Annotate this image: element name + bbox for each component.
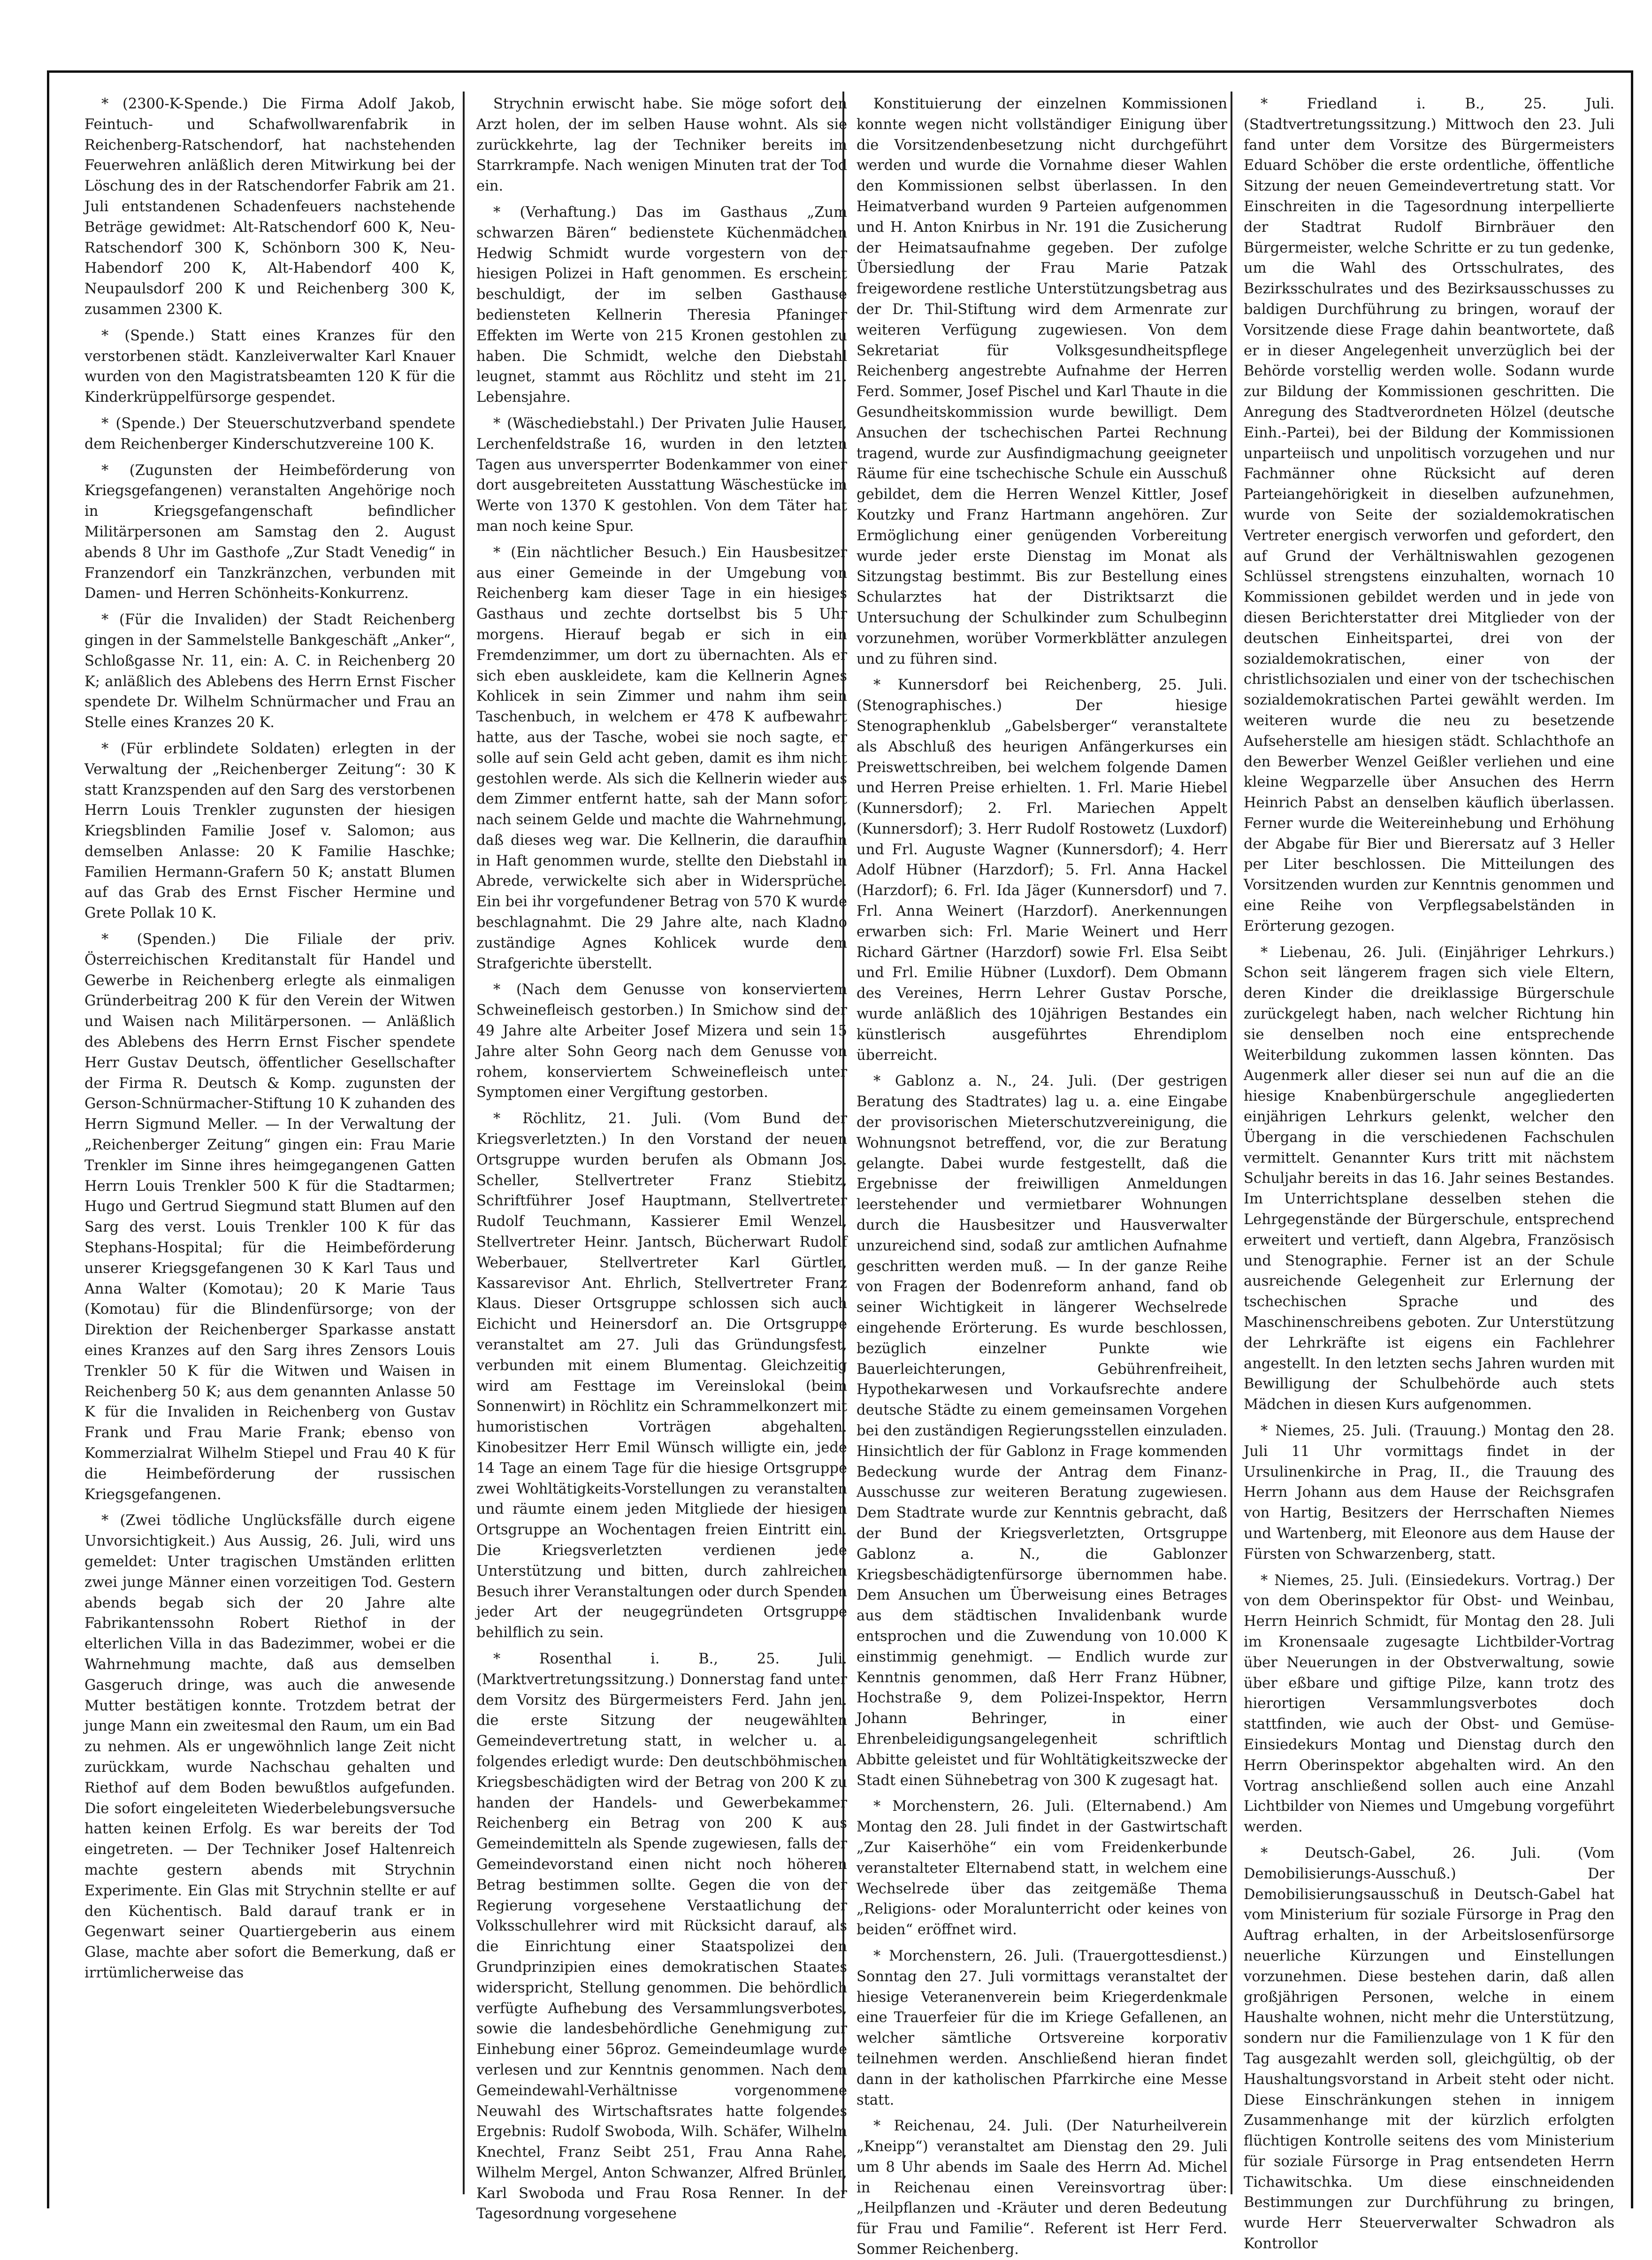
- news-item: * (Spende.) Statt eines Kranzes für den verstorbenen städt. Kanzleiverwalter Karl Knauer wurden von den Magistratsbeamten 120 K für die Kinderkrüppelfürsorge gespendet.: [84, 327, 455, 406]
- news-item: * (Verhaftung.) Das im Gasthaus „Zum schwarzen Bären“ bedienstete Küchenmädchen Hedwig Schmidt wurde vorgestern von der hiesigen Polizei in Haft genommen. Es erscheint beschuldigt, der im selben Gasthause bediensteten Kellnerin Theresia Pfaninger Effekten im Werte von 215 Kronen gestohlen zu haben. Die Schmidt, welche den Diebstahl leugnet, stammt aus Röchlitz und steht im 21. Lebensjahre.: [476, 204, 847, 406]
- news-item: * (Spenden.) Die Filiale der priv. Österreichischen Kreditanstalt für Handel und Gewerbe in Reichenberg erlegte als einmaligen Gründerbeitrag 200 K für den Verein der Witwen und Waisen nach Militärpersonen. — Anläßlich des Ablebens des Herrn Ernst Fischer spendete Herr Gustav Deutsch, öffentlicher Gesellschafter der Firma R. Deutsch & Komp. zugunsten der Gerson-Schnürmacher-Stiftung 10 K zuhanden des Herrn Sigmund Meller. — In der Verwaltung der „Reichenberger Zeitung“ gingen ein: Frau Marie Trenkler im Sinne ihres heimgegangenen Gatten Herrn Louis Trenkler 500 K für die Stadtarmen; Hugo und Gertrud Siegmund statt Blumen auf den Sarg des verst. Louis Trenkler 100 K für das Stephans-Hospital; für die Heimbeförderung unserer Kriegsgefangenen 30 K Karl Taus und Anna Walter (Komotau); 20 K Marie Taus (Komotau) für die Blindenfürsorge; von der Direktion der Reichenberger Sparkasse anstatt eines Kranzes auf den Sarg ihres Zensors Louis Trenkler 50 K für die Witwen und Waisen in Reichenberg 50 K; aus dem genannten Anlasse 50 K für die Invaliden in Reichenberg von Gustav Frank und Frau Marie Frank; ebenso von Kommerzialrat Wilhelm Stiepel und Frau 40 K für die Heimbeförderung der russischen Kriegsgefangenen.: [84, 931, 455, 1503]
- news-item: Konstituierung der einzelnen Kommissionen konnte wegen nicht vollständiger Einigung über die Vorsitzendenbesetzung nicht durchgeführt werden und wurde die Vornahme dieser Wahlen den Kommissionen selbst überlassen. In den Heimatverband wurden 9 Parteien aufgenommen und H. Anton Knirbus in Nr. 191 die Zusicherung der Heimatsaufnahme gegeben. Der zufolge Übersiedlung der Frau Marie Patzak freigewordene restliche Unterstützungsbetrag aus der Dr. Thil-Stiftung wird dem Armenrate zur weiteren Verfügung zugewiesen. Von dem Sekretariat für Volksgesundheitspflege Reichenberg angestrebte Aufnahme der Herren Ferd. Sommer, Josef Pischel und Karl Thaute in die Gesundheitskommission wurde bewilligt. Dem Ansuchen der tschechischen Partei Rechnung tragend, wurde zur Ausfindigmachung geeigneter Räume für eine tschechische Schule ein Ausschuß gebildet, dem die Herren Wenzel Kittler, Josef Koutzky und Franz Hartmann angehören. Zur Ermöglichung einer genügenden Vorbereitung wurde jeder erste Dienstag im Monat als Sitzungstag bestimmt. Bis zur Bestellung eines Schularztes hat der Distriktsarzt die Untersuchung der Schulkinder zum Schulbeginn vorzunehmen, worüber Vormerkblätter anzulegen und zu führen sind.: [857, 96, 1227, 667]
- news-item: * Morchenstern, 26. Juli. (Elternabend.) Am Montag den 28. Juli findet in der Gastwirtschaft „Zur Kaiserhöhe“ ein vom Freidenkerbunde veranstalteter Elternabend statt, in welchem eine Wechselrede über das zeitgemäße Thema „Religions- oder Moralunterricht oder keines von beiden“ eröffnet wird.: [857, 1798, 1227, 1938]
- news-item: * Reichenau, 24. Juli. (Der Naturheilverein „Kneipp“) veranstaltet am Dienstag den 29. Juli um 8 Uhr abends im Saale des Herrn Ad. Michel in Reichenau einen Vereinsvortrag über: „Heilpflanzen und -Kräuter und deren Bedeutung für Frau und Familie“. Referent ist Herr Ferd. Sommer Reichenberg.: [857, 2118, 1227, 2258]
- news-item: * (2300-K-Spende.) Die Firma Adolf Jakob, Feintuch- und Schafwollwarenfabrik in Reichenberg-Ratschendorf, hat nachstehenden Feuerwehren anläßlich deren Mitwirkung bei der Löschung des in der Ratschendorfer Fabrik am 21. Juli entstandenen Schadenfeuers nachstehende Beträge gewidmet: Alt-Ratschendorf 600 K, Neu-Ratschendorf 300 K, Schönborn 300 K, Neu-Habendorf 200 K, Alt-Habendorf 400 K, Neupaulsdorf 200 K und Reichenberg 300 K, zusammen 2300 K.: [84, 96, 455, 318]
- column-rule: [1231, 92, 1232, 2194]
- news-item: * (Zwei tödliche Unglücksfälle durch eigene Unvorsichtigkeit.) Aus Aussig, 26. Juli, wird uns gemeldet: Unter tragischen Umständen erlitten zwei junge Männer einen vorzeitigen Tod. Gestern abends begab sich der 20 Jahre alte Fabrikantenssohn Robert Riethof in der elterlichen Villa in das Badezimmer, wobei er die Wahrnehmung machte, daß aus demselben Gasgeruch dringe, was auch die anwesende Mutter bestätigen konnte. Trotzdem betrat der junge Mann ein zweitesmal den Raum, um ein Bad zu nehmen. Als er ungewöhnlich lange Zeit nicht zurückkam, wurde Nachschau gehalten und Riethof auf dem Boden bewußtlos aufgefunden. Die sofort eingeleiteten Wiederbelebungsversuche hatten keinen Erfolg. Es war bereits der Tod eingetreten. — Der Techniker Josef Haltenreich machte gestern abends mit Strychnin Experimente. Ein Glas mit Strychnin stellte er auf den Küchentisch. Bald darauf trank er in Gegenwart seiner Quartiergeberin aus einem Glase, machte aber sofort die Bemerkung, daß er irrtümlicherweise das: [84, 1512, 455, 1981]
- news-item: * Niemes, 25. Juli. (Trauung.) Montag den 28. Juli 11 Uhr vormittags findet in der Ursulinenkirche in Prag, II., die Trauung des Herrn Johann aus dem Hause der Reichsgrafen von Hartig, Besitzers der Herrschaften Niemes und Wartenberg, mit Eleonore aus dem Hause der Fürsten von Schwarzenberg, statt.: [1244, 1423, 1614, 1563]
- news-item: * (Wäschediebstahl.) Der Privaten Julie Hauser, Lerchenfeldstraße 16, wurden in den letzten Tagen aus unversperrter Bodenkammer von einer dort ausgebreiteten Ausstattung Wäschestücke im Werte von 1370 K gestohlen. Von dem Täter hat man noch keine Spur.: [476, 415, 847, 535]
- news-item: * Deutsch-Gabel, 26. Juli. (Vom Demobilisierungs-Ausschuß.) Der Demobilisierungsausschuß in Deutsch-Gabel hat vom Ministerium für soziale Fürsorge in Prag den Auftrag erhalten, in der Arbeitslosenfürsorge neuerliche Kürzungen und Einstellungen vorzunehmen. Diese bestehen darin, daß allen großjährigen Personen, welche in einem Haushalte wohnen, nicht mehr die Unterstützung, sondern nur die Familienzulage von 1 K für den Tag ausgezahlt werden soll, gleichgültig, ob der Haushaltungsvorstand in Arbeit steht oder nicht. Diese Einschränkungen stehen in innigem Zusammenhange mit der kürzlich erfolgten flüchtigen Kontrolle seitens des vom Ministerium für soziale Fürsorge in Prag entsendeten Herrn Tichawitschka. Um diese einschneidenden Bestimmungen zur Durchführung zu bringen, wurde Herr Steuerverwalter Schwadron als Kontrollor: [1244, 1845, 1614, 2252]
- news-item: * (Ein nächtlicher Besuch.) Ein Hausbesitzer aus einer Gemeinde in der Umgebung von Reichenberg kam dieser Tage in ein hiesiges Gasthaus und zechte dortselbst bis 5 Uhr morgens. Hierauf begab er sich in ein Fremdenzimmer, um dort zu übernachten. Als er sich eben auskleidete, kam die Kellnerin Agnes Kohlicek in sein Zimmer und nahm ihm sein Taschenbuch, in welchem er 478 K aufbewahrt hatte, aus der Tasche, wobei sie noch sagte, er solle auf sein Geld acht geben, damit es ihm nicht gestohlen werde. Als sich die Kellnerin wieder aus dem Zimmer entfernt hatte, sah der Mann sofort nach seinem Gelde und machte die Wahrnehmung, daß dieses weg war. Die Kellnerin, die daraufhin in Haft genommen wurde, stellte den Diebstahl in Abrede, verwickelte sich aber in Widersprüche. Ein bei ihr vorgefundener Betrag von 570 K wurde beschlagnahmt. Die 29 Jahre alte, nach Kladno zuständige Agnes Kohlicek wurde dem Strafgerichte überstellt.: [476, 544, 847, 972]
- news-item: * (Zugunsten der Heimbeförderung von Kriegsgefangenen) veranstalten Angehörige noch in Kriegsgefangenschaft befindlicher Militärpersonen am Samstag den 2. August abends 8 Uhr im Gasthofe „Zur Stadt Venedig“ in Franzendorf ein Tanzkränzchen, verbunden mit Damen- und Herren Schönheits-Konkurrenz.: [84, 462, 455, 602]
- column-rule: [463, 92, 465, 2194]
- news-item: * Kunnersdorf bei Reichenberg, 25. Juli. (Stenographisches.) Der hiesige Stenographenklub „Gabelsberger“ veranstaltete als Abschluß des heurigen Anfängerkurses ein Preiswettschreiben, bei welchem folgende Damen und Herren Preise erhielten. 1. Frl. Marie Hiebel (Kunnersdorf); 2. Frl. Mariechen Appelt (Kunnersdorf); 3. Herr Rudolf Rostowetz (Luxdorf) und Frl. Auguste Wagner (Kunnersdorf); 4. Herr Adolf Hübner (Harzdorf); 5. Frl. Anna Hackel (Harzdorf); 6. Frl. Ida Jäger (Kunnersdorf) und 7. Frl. Anna Weinert (Harzdorf). Anerkennungen erwarben sich: Frl. Marie Weinert und Herr Richard Gärtner (Harzdorf) sowie Frl. Elsa Seibt und Frl. Emilie Hübner (Luxdorf). Dem Obmann des Vereines, Herrn Lehrer Gustav Porsche, wurde anläßlich des 10jährigen Bestandes ein künstlerisch ausgeführtes Ehrendiplom überreicht.: [857, 677, 1227, 1064]
- news-item: * Morchenstern, 26. Juli. (Trauergottesdienst.) Sonntag den 27. Juli vormittags veranstaltet der hiesige Veteranenverein beim Kriegerdenkmale eine Trauerfeier für die im Kriege Gefallenen, an welcher sämtliche Ortsvereine korporativ teilnehmen werden. Anschließend hieran findet dann in der katholischen Pfarrkirche eine Messe statt.: [857, 1947, 1227, 2108]
- news-item: * Friedland i. B., 25. Juli. (Stadtvertretungssitzung.) Mittwoch den 23. Juli fand unter dem Vorsitze des Bürgermeisters Eduard Schöber die erste ordentliche, öffentliche Sitzung der neuen Gemeindevertretung statt. Vor Einschreiten in die Tagesordnung interpellierte der Stadtrat Rudolf Birnbräuer den Bürgermeister, welche Schritte er zu tun gedenke, um die Wahl des Ortsschulrates, des Bezirksschulrates und des Bezirksausschusses zu baldigen Durchführung zu bringen, worauf der Vorsitzende diese Frage dahin beantwortete, daß er in dieser Angelegenheit unverzüglich bei der Behörde vorstellig werden wolle. Sodann wurde zur Bildung der Kommissionen geschritten. Die Anregung des Stadtverordneten Hölzel (deutsche Einh.-Partei), bei der Bildung der Kommissionen unparteiisch und unpolitisch vorzugehen und nur Fachmänner ohne Rücksicht auf deren Parteiangehörigkeit in dieselben aufzunehmen, wurde von Seite der sozialdemokratischen Vertreter energisch verworfen und gefordert, den auf Grund der Verhältniswahlen gezogenen Schlüssel strengstens einzuhalten, wornach 10 Kommissionen gebildet werden und in jede von diesen Berichterstatter drei Mitglieder von der deutschen Einheitspartei, drei von der sozialdemokratischen, einer von der christlichsozialen und einer von der tschechischen sozialdemokratischen Partei gewählt werden. Im weiteren wurde die neu zu besetzende Aufseherstelle am hiesigen städt. Schlachthofe an den Bewerber Wenzel Geißler verliehen und eine kleine Wegparzelle über Ansuchen des Herrn Heinrich Pabst an denselben käuflich überlassen. Ferner wurde die Weitereinhebung und Erhöhung der Abgabe für Bier und Bierersatz auf 3 Heller per Liter beschlossen. Die Mitteilungen des Vorsitzenden wurden zur Kenntnis genommen und eine Reihe von Verpflegsabelständen in Erörterung gezogen.: [1244, 96, 1614, 935]
- news-item: Strychnin erwischt habe. Sie möge sofort den Arzt holen, der im selben Hause wohnt. Als sie zurückkehrte, lag der Techniker bereits im Starrkrampfe. Nach wenigen Minuten trat der Tod ein.: [476, 96, 847, 195]
- news-item: * (Für die Invaliden) der Stadt Reichenberg gingen in der Sammelstelle Bankgeschäft „Anker“, Schloßgasse Nr. 11, ein: A. C. in Reichenberg 20 K; anläßlich des Ablebens des Herrn Ernst Fischer spendete Dr. Wilhelm Schnürmacher und Frau an Stelle eines Kranzes 20 K.: [84, 612, 455, 731]
- news-item: * Röchlitz, 21. Juli. (Vom Bund der Kriegsverletzten.) In den Vorstand der neuen Ortsgruppe wurden berufen als Obmann Jos. Scheller, Stellvertreter Franz Stiebitz, Schriftführer Josef Hauptmann, Stellvertreter Rudolf Teuchmann, Kassierer Emil Wenzel, Stellvertreter Heinr. Jantsch, Bücherwart Rudolf Weberbauer, Stellvertreter Karl Gürtler, Kassarevisor Ant. Ehrlich, Stellvertreter Franz Klaus. Dieser Ortsgruppe schlossen sich auch Eichicht und Heinersdorf an. Die Ortsgruppe veranstaltet am 27. Juli das Gründungsfest, verbunden mit einem Blumentag. Gleichzeitig wird am Festtage im Vereinslokal (beim Sonnenwirt) in Röchlitz ein Schrammelkonzert mit humoristischen Vorträgen abgehalten. Kinobesitzer Herr Emil Wünsch willigte ein, jede 14 Tage an einem Tage für die hiesige Ortsgruppe zwei Wohltätigkeits-Vorstellungen zu veranstalten und räumte einem jeden Mitgliede der hiesigen Ortsgruppe an Wochentagen freien Eintritt ein. Die Kriegsverletzten verdienen jede Unterstützung und bitten, durch zahlreichen Besuch ihrer Veranstaltungen oder durch Spenden jeder Art der neugegründeten Ortsgruppe behilflich zu sein.: [476, 1111, 847, 1641]
- column-1: [84, 94, 455, 2192]
- news-item: * Liebenau, 26. Juli. (Einjähriger Lehrkurs.) Schon seit längerem fragen sich viele Eltern, deren Kinder die dreiklassige Bürgerschule zurückgelegt haben, nach welcher Richtung hin sie denselben noch eine entsprechende Weiterbildung zukommen lassen könnten. Das Augenmerk aller dieser sei nun auf die an die hiesige Knabenbürgerschule angegliederten einjährigen Lehrkurs gelenkt, welcher den Übergang in die verschiedenen Fachschulen vermittelt. Genannter Kurs tritt mit nächstem Schuljahr bereits in das 16. Jahr seines Bestandes. Im Unterrichtsplane desselben stehen die Lehrgegenstände der Bürgerschule, entsprechend erweitert und vertieft, dann Algebra, Französisch und Stenographie. Ferner ist an der Schule ausreichende Gelegenheit zur Erlernung der tschechischen Sprache und des Maschinenschreibens geboten. Zur Unterstützung der Lehrkräfte ist eigens ein Fachlehrer angestellt. In den letzten sechs Jahren wurden mit Bewilligung der Schulbehörde auch stets Mädchen in diesen Kurs aufgenommen.: [1244, 944, 1614, 1413]
- news-item: * Niemes, 25. Juli. (Einsiedekurs. Vortrag.) Der von dem Oberinspektor für Obst- und Weinbau, Herrn Heinrich Schmidt, für Montag den 28. Juli im Kronensaale zugesagte Lichtbilder-Vortrag über Neuerungen in der Obstverwaltung, sowie über eßbare und giftige Pilze, kann trotz des hierortigen Versammlungsverbotes doch stattfinden, wie auch der Obst- und Gemüse-Einsiedekurs Montag und Dienstag durch den Herrn Oberinspektor abgehalten wird. An den Vortrag anschließend sollen auch eine Anzahl Lichtbilder von Niemes und Umgebung vorgeführt werden.: [1244, 1572, 1614, 1836]
- news-item: * (Für erblindete Soldaten) erlegten in der Verwaltung der „Reichenberger Zeitung“: 30 K statt Kranzspenden auf den Sarg des verstorbenen Herrn Louis Trenkler zugunsten der hiesigen Kriegsblinden Familie Josef v. Salomon; aus demselben Anlasse: 20 K Familie Haschke; Familien Hermann-Grafern 50 K; anstatt Blumen auf das Grab des Ernst Fischer Hermine und Grete Pollak 10 K.: [84, 740, 455, 922]
- news-item: * Rosenthal i. B., 25. Juli. (Marktvertretungssitzung.) Donnerstag fand unter dem Vorsitz des Bürgermeisters Ferd. Jahn jen. die erste Sitzung der neugewählten Gemeindevertretung statt, in welcher u. a. folgendes erledigt wurde: Den deutschböhmischen Kriegsbeschädigten wird der Betrag von 200 K zu handen der Handels- und Gewerbekammer Reichenberg ein Betrag von 200 K aus Gemeindemitteln als Spende zugewiesen, falls der Gemeindevorstand einen nicht noch höheren Betrag bestimmen sollte. Gegen die von der Regierung vorgesehene Verstaatlichung der Volksschullehrer wird mit Rücksicht darauf, als die Einrichtung einer Staatspolizei den Grundprinzipien eines demokratischen Staates widerspricht, Stellung genommen. Die behördlich verfügte Aufhebung des Versammlungsverbotes, sowie die landesbehördliche Genehmigung zur Einhebung einer 56proz. Gemeindeumlage wurde verlesen und zur Kenntnis genommen. Nach dem Gemeindewahl-Verhältnisse vorgenommene Neuwahl des Wirtschaftsrates hatte folgendes Ergebnis: Rudolf Swoboda, Wilh. Schäfer, Wilhelm Knechtel, Franz Seibt 251, Frau Anna Rahe, Wilhelm Mergel, Anton Schwanzer, Alfred Brünler, Karl Swoboda und Frau Rosa Renner. In der Tagesordnung vorgesehene: [476, 1650, 847, 2222]
- news-item: * (Spende.) Der Steuerschutzverband spendete dem Reichenberger Kinderschutzvereine 100 K.: [84, 415, 455, 452]
- news-item: * (Nach dem Genusse von konserviertem Schweinefleisch gestorben.) In Smichow sind der 49 Jahre alte Arbeiter Josef Mizera und sein 15 Jahre alter Sohn Georg nach dem Genusse von rohem, konserviertem Schweinefleisch unter Symptomen einer Vergiftung gestorben.: [476, 981, 847, 1101]
- news-item: * Gablonz a. N., 24. Juli. (Der gestrigen Beratung des Stadtrates) lag u. a. eine Eingabe der provisorischen Mieterschutzvereinigung, die Wohnungsnot betreffend, vor, die zur Beratung gelangte. Dabei wurde festgestellt, daß die Ergebnisse der freiwilligen Anmeldungen leerstehender und vermietbarer Wohnungen durch die Hausbesitzer und Hausverwalter unzureichend sind, sodaß zur amtlichen Aufnahme geschritten werden muß. — In der ganze Reihe von Fragen der Bodenreform anhand, fand ob seiner Wichtigkeit in längerer Wechselrede eingehende Erörterung. Es wurde beschlossen, bezüglich einzelner Punkte wie Bauerleichterungen, Gebührenfreiheit, Hypothekarwesen und Vorkaufsrechte andere deutsche Städte zu einem gemeinsamen Vorgehen bei den zuständigen Regierungsstellen einzuladen. Hinsichtlich der für Gablonz in Frage kommenden Bedeckung wurde der Antrag dem Finanz-Ausschusse zur weiteren Beratung zugewiesen. Dem Stadtrate wurde zur Kenntnis gebracht, daß der Bund der Kriegsverletzten, Ortsgruppe Gablonz a. N., die Gablonzer Kriegsbeschädigtenfürsorge übernommen habe. Dem Ansuchen um Überweisung eines Betrages aus dem städtischen Invalidenbank wurde entsprochen und die Zuwendung von 10.000 K einstimmig genehmigt. — Endlich wurde zur Kenntnis genommen, daß Herr Franz Hübner, Hochstraße 9, dem Polizei-Inspektor, Herrn Johann Behringer, in einer Ehrenbeleidigungsangelegenheit schriftlich Abbitte geleistet und für Wohltätigkeitszwecke der Stadt einen Sühnebetrag von 300 K zugesagt hat.: [857, 1073, 1227, 1789]
- column-2: [476, 94, 847, 2222]
- column-3: [857, 94, 1227, 2258]
- column-4: [1244, 94, 1614, 2252]
